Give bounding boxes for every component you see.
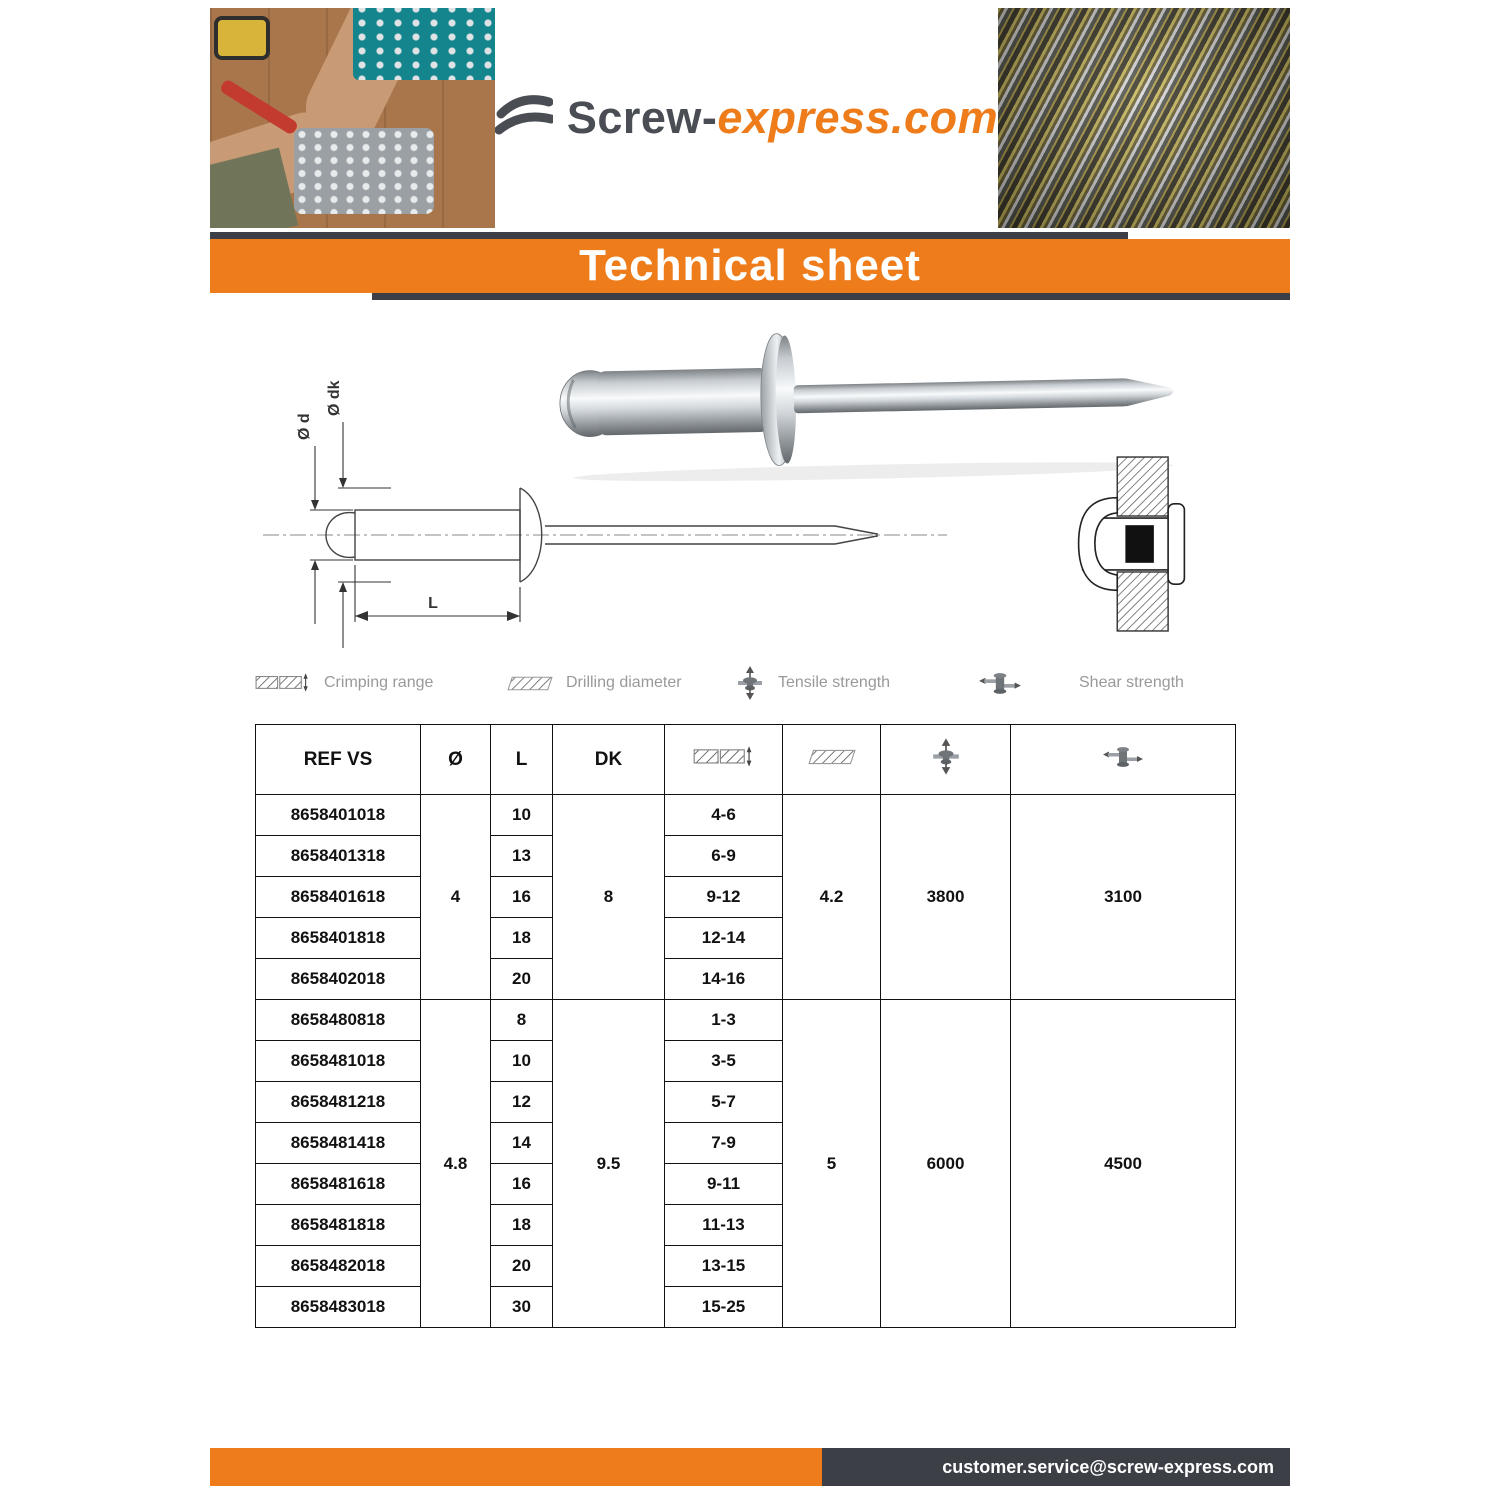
ref-cell: 8658481218 xyxy=(256,1082,421,1123)
length-cell: 14 xyxy=(491,1123,553,1164)
shear-strength-cell: 3100 xyxy=(1011,795,1236,1000)
length-cell: 30 xyxy=(491,1287,553,1328)
crimping-range-cell: 7-9 xyxy=(665,1123,783,1164)
spec-table-body xyxy=(256,795,1236,1328)
drilling-diameter-icon xyxy=(507,676,553,691)
ref-cell: 8658480818 xyxy=(256,1000,421,1041)
table-row xyxy=(256,1000,1236,1041)
legend-item xyxy=(735,666,979,700)
crimping-range-cell: 9-12 xyxy=(665,877,783,918)
length-cell: 10 xyxy=(491,795,553,836)
ref-cell: 8658401818 xyxy=(256,918,421,959)
header-crimping-range xyxy=(665,725,783,795)
tensile-strength-cell: 6000 xyxy=(881,1000,1011,1328)
shear-strength-icon xyxy=(1103,746,1143,768)
tensile-strength-icon xyxy=(930,738,962,775)
drilling-diameter-cell: 4.2 xyxy=(783,795,881,1000)
crimping-range-cell: 12-14 xyxy=(665,918,783,959)
crimping-range-cell: 14-16 xyxy=(665,959,783,1000)
diameter-cell: 4.8 xyxy=(421,1000,491,1328)
legend xyxy=(255,666,1240,700)
crimping-range-icon xyxy=(255,672,311,694)
legend-item xyxy=(507,674,735,692)
rivet-technical-drawing xyxy=(255,360,955,660)
crimping-range-cell: 1-3 xyxy=(665,1000,783,1041)
crimping-range-icon xyxy=(693,745,755,769)
length-cell: 20 xyxy=(491,1246,553,1287)
ref-cell: 8658481618 xyxy=(256,1164,421,1205)
crimping-range-cell: 15-25 xyxy=(665,1287,783,1328)
header-shear-strength xyxy=(1011,725,1236,795)
length-cell: 16 xyxy=(491,877,553,918)
ref-cell: 8658481818 xyxy=(256,1205,421,1246)
crimping-range-cell: 6-9 xyxy=(665,836,783,877)
shear-strength-icon xyxy=(979,672,1021,695)
title-banner xyxy=(210,239,1290,293)
ref-cell: 8658402018 xyxy=(256,959,421,1000)
page-title: Technical sheet xyxy=(579,241,921,290)
brand-name-prefix: Screw- xyxy=(566,92,718,143)
crimping-range-cell: 5-7 xyxy=(665,1082,783,1123)
length-cell: 16 xyxy=(491,1164,553,1205)
dimension-label-l: L xyxy=(428,595,438,612)
header-photo-right xyxy=(998,8,1290,228)
length-cell: 8 xyxy=(491,1000,553,1041)
installed-rivet-section-drawing xyxy=(1068,455,1196,633)
brand-swoosh-icon xyxy=(495,92,553,144)
length-cell: 18 xyxy=(491,918,553,959)
crimping-range-cell: 9-11 xyxy=(665,1164,783,1205)
length-cell: 13 xyxy=(491,836,553,877)
header-ref: REF VS xyxy=(256,725,421,795)
brand-name-suffix: express.com xyxy=(717,92,999,143)
title-banner-wrap xyxy=(210,232,1290,300)
length-cell: 12 xyxy=(491,1082,553,1123)
ref-cell: 8658401018 xyxy=(256,795,421,836)
crimping-range-cell: 11-13 xyxy=(665,1205,783,1246)
crimping-range-cell: 4-6 xyxy=(665,795,783,836)
photo-detail xyxy=(353,8,495,80)
banner-strip-top xyxy=(210,232,1128,239)
table-row xyxy=(256,795,1236,836)
ref-cell: 8658483018 xyxy=(256,1287,421,1328)
dimension-label-dk: Ø dk xyxy=(326,380,343,416)
table-header-row xyxy=(256,725,1236,795)
header xyxy=(210,8,1290,228)
legend-label: Crimping range xyxy=(324,674,434,691)
length-cell: 20 xyxy=(491,959,553,1000)
shear-strength-cell: 4500 xyxy=(1011,1000,1236,1328)
tensile-strength-icon xyxy=(735,666,765,700)
photo-detail xyxy=(294,128,434,214)
legend-label: Drilling diameter xyxy=(566,674,682,691)
footer-accent-bar xyxy=(210,1448,822,1486)
length-cell: 10 xyxy=(491,1041,553,1082)
header-dk: DK xyxy=(553,725,665,795)
dimension-label-d: Ø d xyxy=(296,413,313,440)
ref-cell: 8658401618 xyxy=(256,877,421,918)
header-drilling-diameter xyxy=(783,725,881,795)
crimping-range-cell: 3-5 xyxy=(665,1041,783,1082)
length-cell: 18 xyxy=(491,1205,553,1246)
brand-logo xyxy=(495,8,998,228)
dk-cell: 8 xyxy=(553,795,665,1000)
legend-item xyxy=(255,672,507,694)
ref-cell: 8658481418 xyxy=(256,1123,421,1164)
crimping-range-cell: 13-15 xyxy=(665,1246,783,1287)
ref-cell: 8658401318 xyxy=(256,836,421,877)
drilling-diameter-cell: 5 xyxy=(783,1000,881,1328)
header-tensile-strength xyxy=(881,725,1011,795)
legend-label: Tensile strength xyxy=(778,674,891,691)
spec-table xyxy=(255,724,1236,1328)
footer-email[interactable]: customer.service@screw-express.com xyxy=(942,1456,1274,1477)
header-photo-left xyxy=(210,8,495,228)
ref-cell: 8658481018 xyxy=(256,1041,421,1082)
header-diameter: Ø xyxy=(421,725,491,795)
banner-strip-bottom xyxy=(372,293,1290,300)
photo-detail xyxy=(214,16,270,60)
footer xyxy=(210,1448,1290,1486)
ref-cell: 8658482018 xyxy=(256,1246,421,1287)
header-length: L xyxy=(491,725,553,795)
dk-cell: 9.5 xyxy=(553,1000,665,1328)
legend-label: Shear strength xyxy=(1079,674,1184,691)
diameter-cell: 4 xyxy=(421,795,491,1000)
brand-name xyxy=(567,92,998,144)
legend-item xyxy=(979,672,1240,695)
drilling-diameter-icon xyxy=(808,749,856,765)
tensile-strength-cell: 3800 xyxy=(881,795,1011,1000)
footer-contact-bar xyxy=(822,1448,1290,1486)
